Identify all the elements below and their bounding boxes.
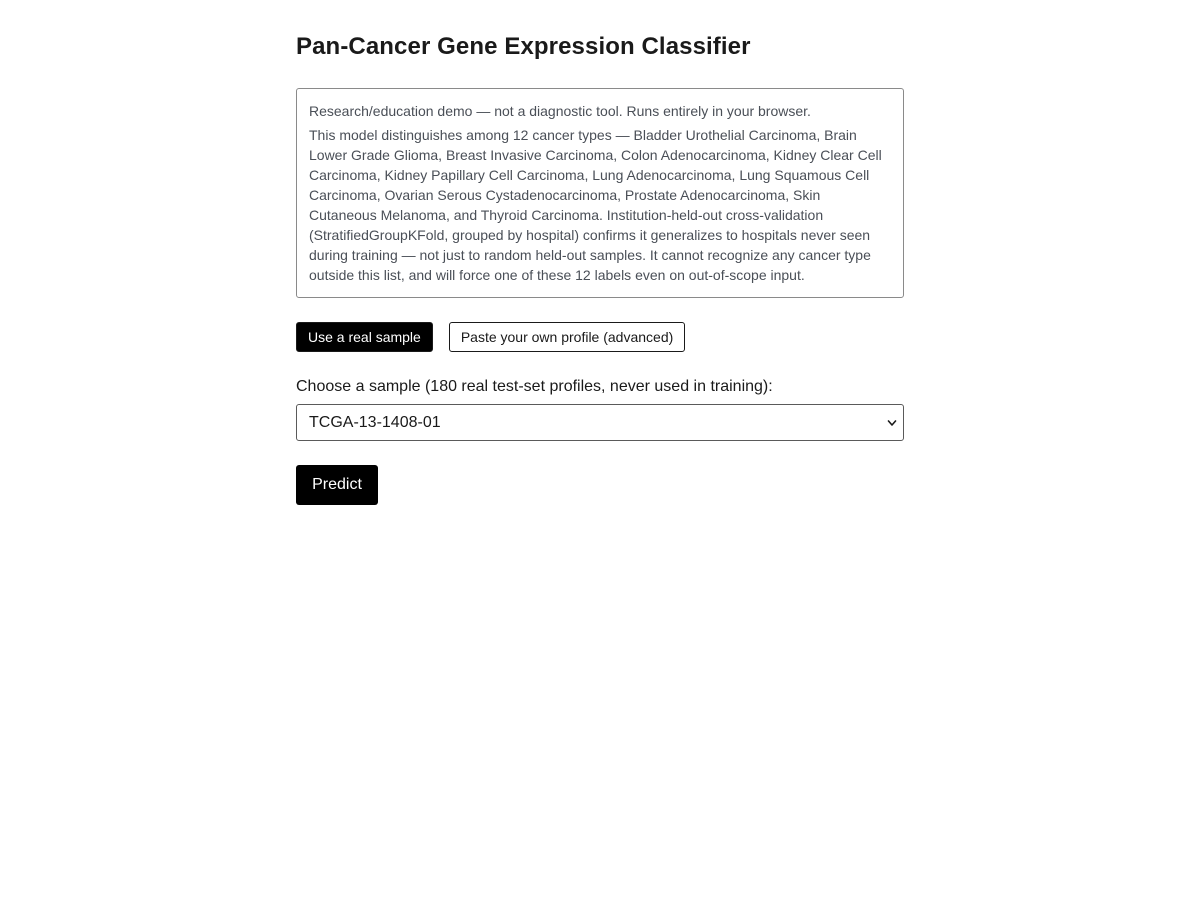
- model-description-text: This model distinguishes among 12 cancer types — Bladder Urothelial Carcinoma, Brain Lower Grade Glioma, Breast Invasive Carcinoma, Colon Adenocarcinoma, Kidney Clear Cell Carcinoma, Kidney Papillary Cell Carcinoma, Lung Adenocarcinoma, Lung Squamous Cell Carcinoma, Ovarian Serous Cystadenocarcinoma, Prostate Adenocarcinoma, Skin Cutaneous Melanoma, and Thyroid Carcinoma. Institution-held-out cross-validation (StratifiedGroupKFold, grouped by hospital) confirms it generalizes to hospitals never seen during training — not just to random held-out samples. It cannot recognize any cancer type outside this list, and will force one of these 12 labels even on out-of-scope input.: [309, 127, 882, 283]
- disclaimer-text: Research/education demo — not a diagnostic tool. Runs entirely in your browser.: [309, 103, 811, 119]
- predict-button[interactable]: Predict: [296, 465, 378, 505]
- use-real-sample-button[interactable]: Use a real sample: [296, 322, 433, 352]
- input-mode-tabs: [296, 322, 685, 352]
- sample-select[interactable]: [296, 404, 904, 441]
- page-title: Pan-Cancer Gene Expression Classifier: [296, 33, 751, 60]
- info-notice-box: [296, 88, 904, 298]
- paste-profile-button[interactable]: Paste your own profile (advanced): [449, 322, 685, 352]
- sample-select-label: Choose a sample (180 real test-set profiles, never used in training):: [296, 378, 773, 395]
- sample-select-value: TCGA-13-1408-01: [309, 413, 441, 431]
- chevron-down-icon: [887, 418, 897, 428]
